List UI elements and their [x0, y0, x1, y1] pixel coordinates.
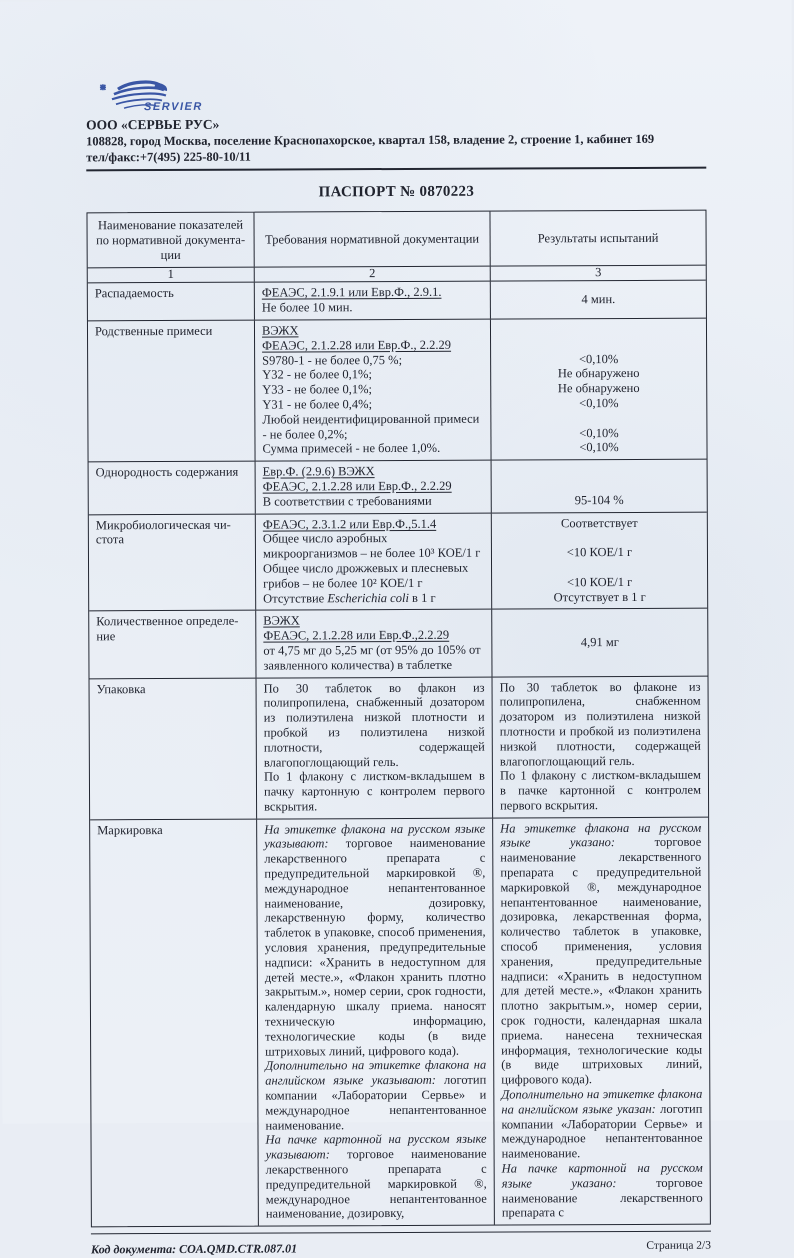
table-row — [89, 609, 707, 679]
company-name: ООО «СЕРВЬЕ РУС» — [86, 116, 220, 133]
requirements-cell — [256, 461, 492, 513]
indicator-name-cell: Упаковка — [90, 678, 258, 819]
indicator-name-cell: Распадаемость — [88, 283, 255, 320]
column-header-requirements: Требования нормативной документации — [254, 212, 490, 267]
result-value: <0,10% — [579, 396, 619, 411]
requirements-cell — [256, 513, 492, 610]
text-paragraph: По 1 флакону с листком-вкладышем в пачке картонной с контролем первого вскрытия. — [499, 767, 702, 813]
requirements-cell — [256, 610, 492, 677]
text-paragraph: Y32 - не более 0,1%; — [262, 367, 372, 382]
text-paragraph: Y33 - не более 0,1%; — [262, 382, 372, 397]
document-code: Код документа: COA.QMD.CTR.087.01 — [90, 1241, 298, 1257]
result-value: Не обнаружено — [557, 381, 640, 396]
page-number: Страница 2/3 — [646, 1239, 712, 1253]
company-letterhead — [86, 77, 706, 116]
column-number-2: 2 — [255, 267, 491, 282]
text-paragraph: По 30 таблеток во флаконе из полипропилена, снабженном дозатором из полиэтилена низкой плотности и пробкой из полиэтилена низкой плотности, содержащей влагопоглощающий гель. — [499, 679, 701, 769]
requirements-cell — [255, 320, 492, 461]
text-paragraph: Отсутствие Escherichia coli в 1 г — [263, 590, 436, 606]
text-paragraph: Дополнительно на этикетке флакона на английском языке указан: логотип компании «Лаборатории Сервье» и международное непантентованное наименование. — [501, 1086, 703, 1161]
results-cell — [492, 460, 707, 512]
results-cell — [493, 817, 710, 1224]
footer-divider — [91, 1231, 711, 1235]
text-paragraph: В соответствии с требованиями — [262, 493, 432, 509]
table-row — [90, 676, 709, 820]
text-paragraph: Любой неидентифицированной примеси - не более 0,2%; — [262, 411, 480, 442]
results-cell — [492, 609, 707, 676]
result-value: <0,10% — [579, 425, 619, 440]
text-paragraph: ФЕАЭС, 2.1.2.28 или Евр.Ф., 2.2.29 — [262, 337, 452, 353]
header-divider — [86, 167, 706, 172]
text-paragraph: Общее число аэробных микроорганизмов – не более 10³ КОЕ/1 г — [262, 531, 481, 561]
page-footer — [91, 1240, 711, 1258]
company-phone: тел/факс:+7(495) 225-80-10/11 — [86, 149, 251, 165]
results-cell — [491, 319, 707, 460]
company-address: 108828, город Москва, поселение Краснопахорское, квартал 158, владение 2, строение 1, кабинет 169 — [86, 131, 655, 149]
result-value: <0,10% — [578, 351, 619, 366]
text-paragraph: На пачке картонной на русском языке указывают: торговое наименование лекарственного препарата с предупредительной маркировкой ®, международное непантентованное наименование, дозировку, — [265, 1132, 487, 1221]
indicator-name-cell: Однородность содержания — [89, 462, 256, 514]
text-paragraph: Общее число дрожжевых и плесневых грибов – не более 10² КОЕ/1 г — [263, 560, 469, 591]
text-paragraph: На этикетке флакона на русском языке указано: торговое наименование лекарственного препарата с предупредительной маркировкой ®, международное непантентованное наименование, дозировка, лекарственная форма, количество таблеток в упаковке, способ применения, условия хранения, предупредительные надписи: «Хранить в недоступном для детей месте.», «Флакон хранить плотно закрытым.», номер серии, срок годности, календарная шкала приема. нанесена техническая информация, технологические коды (в виде штриховых линий, цифрового кода). — [500, 820, 703, 1087]
result-value: <0,10% — [579, 440, 619, 455]
indicator-name-cell: Маркировка — [90, 819, 259, 1226]
text-paragraph: от 4,75 мг до 5,25 мг (от 95% до 105% от заявленного количества) в таблетке — [263, 642, 481, 673]
text-paragraph: Евр.Ф. (2.9.6) ВЭЖХ — [262, 464, 375, 479]
text-paragraph: ФЕАЭС, 2.3.1.2 или Евр.Ф.,5.1.4 — [262, 516, 437, 532]
table-row — [89, 512, 707, 611]
result-value: Не обнаружено — [557, 366, 640, 381]
result-value: <10 КОЕ/1 г — [566, 574, 633, 589]
text-paragraph: ФЕАЭС, 2.1.2.28 или Евр.Ф.,2.2.29 — [263, 627, 450, 643]
result-value: 95-104 % — [574, 492, 624, 507]
result-value: Соответствует — [560, 515, 638, 530]
result-value: Отсутствует в 1 г — [553, 589, 646, 604]
column-header-indicator-name: Наименование показателей по нормативной документа- ции — [87, 213, 254, 268]
specification-table — [86, 210, 710, 1228]
table-row — [88, 281, 706, 321]
requirements-cell — [257, 677, 494, 818]
text-paragraph: Y31 - не более 0,4%; — [262, 397, 373, 412]
text-paragraph: S9780-1 - не более 0,75 %; — [262, 352, 403, 368]
text-paragraph: По 1 флакону с листком-вкладышем в пачку картонную с контролем первого вскрытия. — [263, 768, 486, 814]
indicator-name-cell: Количественное определе- ние — [89, 611, 256, 678]
text-paragraph: ФЕАЭС, 2.1.9.1 или Евр.Ф., 2.9.1. — [261, 285, 442, 300]
column-number-3: 3 — [595, 265, 602, 280]
text-paragraph: ВЭЖХ — [261, 323, 299, 338]
text-paragraph: ВЭЖХ — [263, 613, 300, 628]
indicator-name-cell: Родственные примеси — [88, 321, 256, 462]
indicator-name-cell: Микробиологическая чи- стота — [89, 514, 256, 611]
text-paragraph: Не более 10 мин. — [261, 300, 353, 315]
column-header-results: Результаты испытаний — [537, 230, 659, 246]
text-paragraph: На пачке картонной на русском языке указано: торговое наименование лекарственного препарата с — [501, 1160, 703, 1220]
results-cell — [493, 676, 709, 817]
result-value: 4,91 мг — [580, 634, 619, 649]
results-cell — [491, 281, 706, 319]
column-number-1: 1 — [88, 268, 255, 283]
text-paragraph: Дополнительно на этикетке флакона на английском языке указывают: логотип компании «Лаборатории Сервье» и международное непантентованное наименование. — [265, 1058, 487, 1133]
result-value: <10 КОЕ/1 г — [566, 545, 633, 560]
results-cell — [492, 512, 707, 609]
page-title: ПАСПОРТ № 0870223 — [318, 183, 475, 201]
table-row — [88, 319, 707, 463]
servier-logo-text: SERVIER — [143, 100, 203, 114]
text-paragraph: ФЕАЭС, 2.1.2.28 или Евр.Ф., 2.2.29 — [262, 478, 452, 494]
requirements-cell — [257, 818, 495, 1226]
text-paragraph: На этикетке флакона на русском языке указывают: торговое наименование лекарственного препарата с предупредительной маркировкой ®, международное непантентованное наименование, дозировку, лекарственную форму, количество таблеток в упаковке, способ применения, условия хранения, предупредительные надписи: «Хранить в недоступном для детей месте.», «Флакон хранить плотно закрытым.», номер серии, срок годности, календарную шкалу приема. наносят техническую информацию, технологические коды (в виде штриховых линий, цифрового кода). — [264, 821, 487, 1059]
table-row — [89, 460, 707, 515]
result-value: 4 мин. — [581, 291, 616, 306]
text-paragraph: По 30 таблеток во флакон из полипропилена, снабженный дозатором из полиэтилена низкой плотности и пробкой из полиэтилена низкой плотности, содержащей влагопоглощающий гель. — [263, 680, 485, 770]
table-header-row — [87, 211, 705, 269]
text-paragraph: Сумма примесей - не более 1,0%. — [262, 441, 441, 456]
table-row — [90, 817, 710, 1226]
requirements-cell — [255, 282, 491, 320]
spec-table-body — [88, 281, 710, 1227]
